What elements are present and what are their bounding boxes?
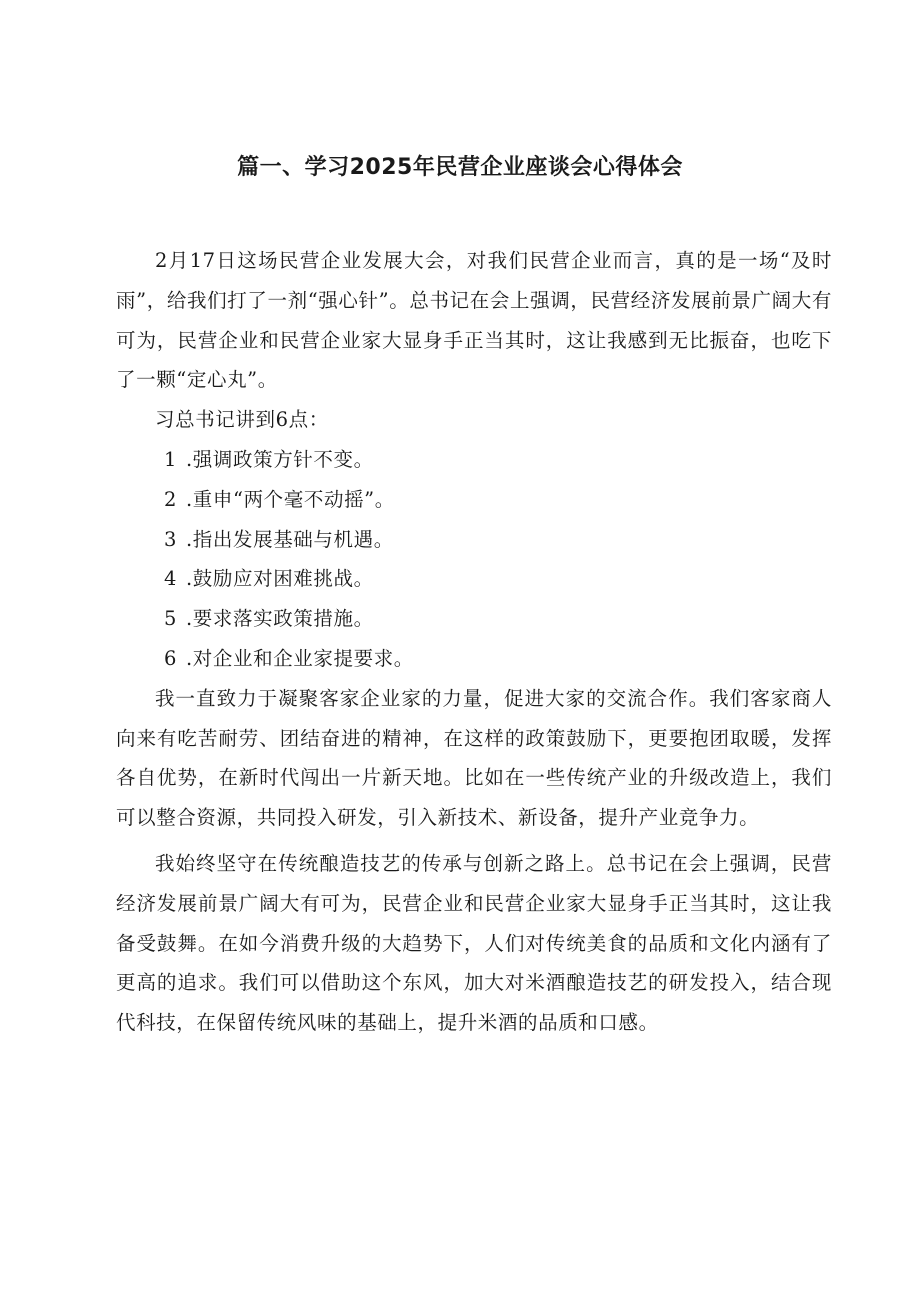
- list-item-number: 5: [164, 607, 178, 631]
- list-item-number: 6: [164, 646, 178, 670]
- document-title: 篇一、学习2025年民营企业座谈会心得体会: [237, 155, 683, 180]
- list-item-number: 3: [164, 527, 178, 551]
- list-item: [116, 520, 832, 560]
- list-item-text: .对企业和企业家提要求。: [186, 646, 414, 670]
- list-item: [116, 480, 832, 520]
- paragraph-brewing: 我始终坚守在传统酿造技艺的传承与创新之路上。总书记在会上强调，民营经济发展前景广阔大有可为，民营企业和民营企业家大显身手正当其时，这让我备受鼓舞。在如今消费升级的大趋势下，人们对传统美食的品质和文化内涵有了更高的追求。我们可以借助这个东风，加大对米酒酿造技艺的研发投入，结合现代科技，在保留传统风味的基础上，提升米酒的品质和口感。: [116, 851, 832, 1035]
- list-item-number: 4: [164, 567, 178, 591]
- list-item-number: 1: [164, 447, 178, 471]
- list-item: [116, 440, 832, 480]
- points-list: [116, 440, 832, 679]
- list-item: [116, 599, 832, 639]
- list-item-text: .鼓励应对困难挑战。: [186, 567, 374, 591]
- list-item-number: 2: [164, 487, 178, 511]
- list-item-text: .强调政策方针不变。: [186, 447, 374, 471]
- list-item: [116, 559, 832, 599]
- list-item-text: .指出发展基础与机遇。: [186, 527, 394, 551]
- list-item-text: .要求落实政策措施。: [186, 607, 374, 631]
- list-item: [116, 639, 832, 679]
- paragraph-points-lead: 习总书记讲到6点：: [155, 408, 329, 432]
- paragraph-hakka: 我一直致力于凝聚客家企业家的力量，促进大家的交流合作。我们客家商人向来有吃苦耐劳、团结奋进的精神，在这样的政策鼓励下，更要抱团取暖，发挥各自优势，在新时代闯出一片新天地。比如在一些传统产业的升级改造上，我们可以整合资源，共同投入研发，引入新技术、新设备，提升产业竞争力。: [116, 686, 832, 830]
- document-body: [116, 241, 832, 1043]
- paragraph-intro: 2月17日这场民营企业发展大会，对我们民营企业而言，真的是一场“及时雨”，给我们打了一剂“强心针”。总书记在会上强调，民营经济发展前景广阔大有可为，民营企业和民营企业家大显身手正当其时，这让我感到无比振奋，也吃下了一颗“定心丸”。: [116, 249, 832, 392]
- list-item-text: .重申“两个毫不动摇”。: [186, 487, 395, 511]
